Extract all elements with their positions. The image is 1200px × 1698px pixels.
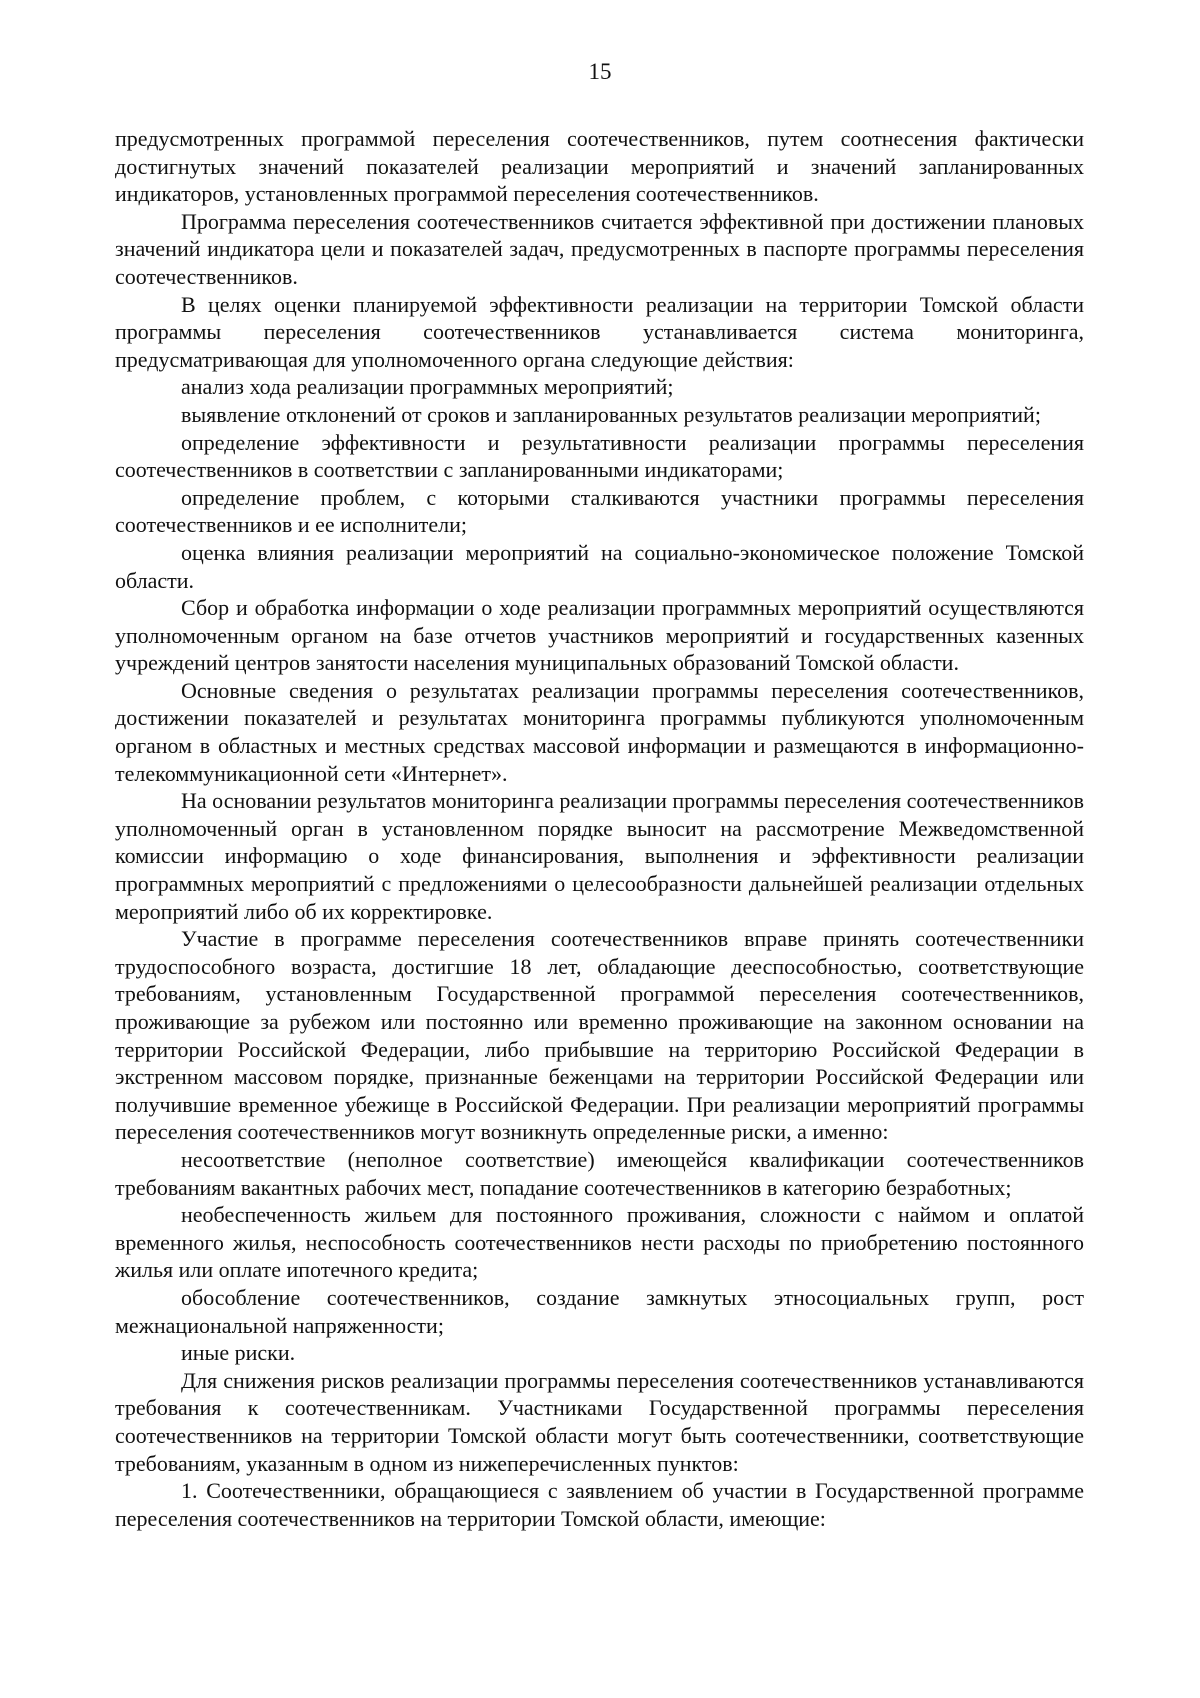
paragraph: Для снижения рисков реализации программы переселения соотечественников устанавливаются требования к соотечественникам. Участниками Государственной программы переселения соотечественников на территории Томской области могут быть соотечественники, соответствующие требованиям, указанным в одном из нижеперечисленных пунктов: [115, 1367, 1084, 1476]
paragraph: необеспеченность жильем для постоянного проживания, сложности с наймом и оплатой временного жилья, неспособность соотечественников нести расходы по приобретению постоянного жилья или оплате ипотечного кредита; [115, 1202, 1084, 1283]
paragraph: иные риски. [181, 1340, 296, 1366]
paragraph: Сбор и обработка информации о ходе реализации программных мероприятий осуществляются уполномоченным органом на базе отчетов участников мероприятий и государственных казенных учреждений центров занятости населения муниципальных образований Томской области. [115, 595, 1084, 676]
paragraph: 1. Соотечественники, обращающиеся с заявлением об участии в Государственной программе переселения соотечественников на территории Томской области, имеющие: [115, 1478, 1084, 1531]
paragraph: оценка влияния реализации мероприятий на социально-экономическое положение Томской области. [115, 539, 1084, 593]
paragraph: обособление соотечественников, создание замкнутых этносоциальных групп, рост межнациональной напряженности; [115, 1284, 1084, 1338]
paragraph: предусмотренных программой переселения соотечественников, путем соотнесения фактически достигнутых значений показателей реализации мероприятий и значений запланированных индикаторов, установленных программой переселения соотечественников. [115, 126, 1084, 207]
paragraph: Программа переселения соотечественников считается эффективной при достижении плановых значений индикатора цели и показателей задач, предусмотренных в паспорте программы переселения соотечественников. [115, 208, 1084, 289]
paragraph: На основании результатов мониторинга реализации программы переселения соотечественников уполномоченный орган в установленном порядке выносит на рассмотрение Межведомственной комиссии информацию о ходе финансирования, выполнения и эффективности реализации программных мероприятий с предложениями о целесообразности дальнейшей реализации отдельных мероприятий либо об их корректировке. [115, 788, 1084, 924]
paragraph: выявление отклонений от сроков и запланированных результатов реализации мероприятий; [181, 401, 1041, 427]
page-number: 15 [588, 59, 612, 84]
document-body [115, 125, 1084, 1532]
paragraph: определение эффективности и результативности реализации программы переселения соотечественников в соответствии с запланированными индикаторами; [115, 429, 1084, 483]
paragraph: Участие в программе переселения соотечественников вправе принять соотечественники трудоспособного возраста, достигшие 18 лет, обладающие дееспособностью, соответствующие требованиям, установленным Государственной программой переселения соотечественников, проживающие за рубежом или постоянно или временно проживающие на законном основании на территории Российской Федерации, либо прибывшие на территорию Российской Федерации в экстренном массовом порядке, признанные беженцами на территории Российской Федерации или получившие временное убежище в Российской Федерации. При реализации мероприятий программы переселения соотечественников могут возникнуть определенные риски, а именно: [115, 926, 1084, 1145]
paragraph: анализ хода реализации программных мероприятий; [181, 374, 674, 400]
paragraph: Основные сведения о результатах реализации программы переселения соотечественников, достижении показателей и результатах мониторинга программы публикуются уполномоченным органом в областных и местных средствах массовой информации и размещаются в информационно-телекоммуникационной сети «Интернет». [115, 677, 1084, 786]
paragraph: В целях оценки планируемой эффективности реализации на территории Томской области программы переселения соотечественников устанавливается система мониторинга, предусматривающая для уполномоченного органа следующие действия: [115, 291, 1084, 372]
paragraph: несоответствие (неполное соответствие) имеющейся квалификации соотечественников требованиям вакантных рабочих мест, попадание соотечественников в категорию безработных; [115, 1146, 1084, 1200]
paragraph: определение проблем, с которыми сталкиваются участники программы переселения соотечественников и ее исполнители; [115, 484, 1084, 538]
